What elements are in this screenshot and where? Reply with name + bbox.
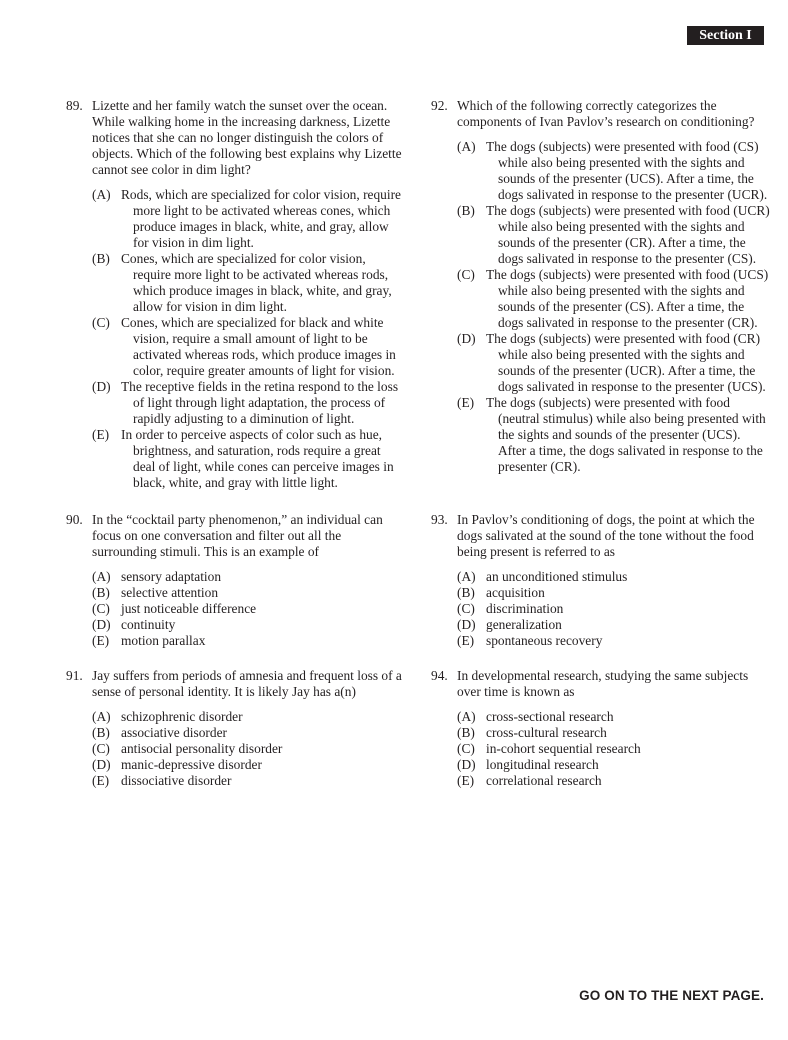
- answer-choice-b[interactable]: [457, 585, 771, 601]
- choice-text: longitudinal research: [486, 757, 599, 772]
- answer-choice-a[interactable]: [92, 709, 406, 725]
- choice-text: selective attention: [121, 585, 219, 600]
- answer-choice-d[interactable]: [92, 379, 406, 427]
- answer-choices: [66, 709, 406, 789]
- choice-text: manic-depressive disorder: [121, 757, 262, 772]
- question-stem: [66, 98, 406, 178]
- answer-choice-a[interactable]: [457, 569, 771, 585]
- choice-text: cross-cultural research: [486, 725, 607, 740]
- question-91: [66, 668, 406, 789]
- choice-letter: (B): [92, 251, 110, 266]
- choice-text: The dogs (subjects) were presented with food (UCR) while also being presented with the sights and sounds of the presenter (CR). After a time, the dogs salivated in response to the presenter (CS).: [486, 203, 770, 266]
- choice-text: The dogs (subjects) were presented with food (CR) while also being presented with the sights and sounds of the presenter (UCR). After a time, the dogs salivated in response to the presenter (UCS).: [486, 331, 766, 394]
- choice-text: Rods, which are specialized for color vision, require more light to be activated whereas cones, which produce images in black, white, and gray, allow for vision in dim light.: [121, 187, 401, 250]
- choice-letter: (C): [92, 601, 110, 616]
- answer-choice-b[interactable]: [92, 725, 406, 741]
- choice-text: associative disorder: [121, 725, 227, 740]
- choice-text: in-cohort sequential research: [486, 741, 641, 756]
- question-text: Jay suffers from periods of amnesia and frequent loss of a sense of personal identity. It is likely Jay has a(n): [92, 668, 402, 699]
- answer-choices: [66, 187, 406, 491]
- question-number: 92.: [431, 98, 448, 113]
- choice-letter: (E): [457, 395, 475, 410]
- choice-letter: (E): [457, 773, 475, 788]
- choice-letter: (C): [457, 267, 475, 282]
- answer-choice-c[interactable]: [92, 315, 406, 379]
- choice-letter: (E): [92, 427, 110, 442]
- choice-letter: (D): [457, 617, 476, 632]
- question-text: In Pavlov’s conditioning of dogs, the point at which the dogs salivated at the sound of the tone without the food being present is referred to as: [457, 512, 755, 559]
- choice-text: Cones, which are specialized for color vision, require more light to be activated whereas rods, which produce images in black, white, and gray, allow for vision in dim light.: [121, 251, 392, 314]
- question-stem: [431, 98, 771, 130]
- question-stem: [431, 512, 771, 560]
- choice-text: spontaneous recovery: [486, 633, 603, 648]
- question-92: [431, 98, 771, 475]
- choice-letter: (A): [92, 709, 111, 724]
- choice-letter: (D): [92, 617, 111, 632]
- choice-letter: (A): [92, 569, 111, 584]
- question-number: 93.: [431, 512, 448, 527]
- choice-text: motion parallax: [121, 633, 206, 648]
- answer-choice-c[interactable]: [92, 601, 406, 617]
- choice-letter: (D): [457, 757, 476, 772]
- question-text: Lizette and her family watch the sunset over the ocean. While walking home in the increasing darkness, Lizette notices that she can no longer distinguish the colors of objects. Which of the following best explains why Lizette cannot see color in dim light?: [92, 98, 402, 177]
- choice-text: The dogs (subjects) were presented with food (CS) while also being presented with the sights and sounds of the presenter (UCS). After a time, the dogs salivated in response to the presenter (UCR).: [486, 139, 768, 202]
- choice-text: correlational research: [486, 773, 602, 788]
- question-text: Which of the following correctly categorizes the components of Ivan Pavlov’s research on conditioning?: [457, 98, 755, 129]
- answer-choice-d[interactable]: [457, 331, 771, 395]
- choice-letter: (C): [92, 315, 110, 330]
- choice-text: acquisition: [486, 585, 545, 600]
- answer-choices: [431, 709, 771, 789]
- choice-letter: (B): [92, 585, 110, 600]
- question-text: In developmental research, studying the same subjects over time is known as: [457, 668, 749, 699]
- choice-text: The dogs (subjects) were presented with food (UCS) while also being presented with the sights and sounds of the presenter (CS). After a time, the dogs salivated in response to the presenter (CR).: [486, 267, 769, 330]
- answer-choice-a[interactable]: [92, 187, 406, 251]
- choice-letter: (E): [92, 773, 110, 788]
- answer-choice-c[interactable]: [457, 741, 771, 757]
- choice-text: sensory adaptation: [121, 569, 222, 584]
- question-stem: [66, 512, 406, 560]
- answer-choice-b[interactable]: [457, 203, 771, 267]
- question-89: [66, 98, 406, 491]
- question-stem: [431, 668, 771, 700]
- answer-choice-b[interactable]: [92, 251, 406, 315]
- answer-choice-e[interactable]: [92, 773, 406, 789]
- answer-choice-e[interactable]: [457, 395, 771, 475]
- choice-letter: (E): [92, 633, 110, 648]
- answer-choice-a[interactable]: [92, 569, 406, 585]
- choice-letter: (A): [457, 709, 476, 724]
- question-number: 94.: [431, 668, 448, 683]
- choice-letter: (B): [457, 203, 475, 218]
- answer-choice-a[interactable]: [457, 709, 771, 725]
- choice-letter: (D): [92, 379, 111, 394]
- choice-text: schizophrenic disorder: [121, 709, 243, 724]
- choice-letter: (D): [457, 331, 476, 346]
- next-page-notice: GO ON TO THE NEXT PAGE.: [579, 988, 764, 1003]
- choice-letter: (C): [457, 601, 475, 616]
- choice-letter: (A): [92, 187, 111, 202]
- choice-text: The dogs (subjects) were presented with food (neutral stimulus) while also being presented with the sights and sounds of the presenter (UCS). After a time, the dogs salivated in response to the presenter (CR).: [486, 395, 766, 474]
- section-badge: Section I: [687, 26, 764, 45]
- answer-choice-b[interactable]: [92, 585, 406, 601]
- question-number: 90.: [66, 512, 83, 527]
- answer-choices: [66, 569, 406, 649]
- choice-letter: (A): [457, 139, 476, 154]
- choice-text: generalization: [486, 617, 562, 632]
- answer-choice-e[interactable]: [457, 773, 771, 789]
- choice-letter: (C): [92, 741, 110, 756]
- choice-text: cross-sectional research: [486, 709, 614, 724]
- choice-letter: (A): [457, 569, 476, 584]
- answer-choice-c[interactable]: [457, 601, 771, 617]
- answer-choice-d[interactable]: [92, 757, 406, 773]
- choice-text: Cones, which are specialized for black and white vision, require a small amount of light to be activated whereas rods, which produce images in color, require greater amounts of light for vision.: [121, 315, 396, 378]
- choice-letter: (E): [457, 633, 475, 648]
- choice-letter: (B): [457, 585, 475, 600]
- answer-choices: [431, 569, 771, 649]
- answer-choice-e[interactable]: [92, 427, 406, 491]
- answer-choice-a[interactable]: [457, 139, 771, 203]
- choice-letter: (B): [92, 725, 110, 740]
- question-94: [431, 668, 771, 789]
- choice-text: just noticeable difference: [121, 601, 257, 616]
- question-93: [431, 512, 771, 649]
- choice-text: dissociative disorder: [121, 773, 232, 788]
- answer-choice-d[interactable]: [457, 617, 771, 633]
- answer-choice-c[interactable]: [92, 741, 406, 757]
- question-90: [66, 512, 406, 649]
- question-number: 91.: [66, 668, 83, 683]
- answer-choice-e[interactable]: [457, 633, 771, 649]
- answer-choice-d[interactable]: [457, 757, 771, 773]
- answer-choice-e[interactable]: [92, 633, 406, 649]
- choice-text: an unconditioned stimulus: [486, 569, 628, 584]
- choice-text: The receptive fields in the retina respond to the loss of light through light adaptation, the process of rapidly adjusting to a diminution of light.: [121, 379, 399, 426]
- choice-text: antisocial personality disorder: [121, 741, 283, 756]
- choice-letter: (C): [457, 741, 475, 756]
- question-number: 89.: [66, 98, 83, 113]
- choice-text: continuity: [121, 617, 176, 632]
- choice-letter: (B): [457, 725, 475, 740]
- answer-choice-c[interactable]: [457, 267, 771, 331]
- answer-choices: [431, 139, 771, 475]
- answer-choice-d[interactable]: [92, 617, 406, 633]
- choice-text: discrimination: [486, 601, 564, 616]
- choice-text: In order to perceive aspects of color such as hue, brightness, and saturation, rods require a great deal of light, while cones can perceive images in black, white, and gray with little light.: [121, 427, 394, 490]
- question-text: In the “cocktail party phenomenon,” an individual can focus on one conversation and filter out all the surrounding stimuli. This is an example of: [92, 512, 383, 559]
- answer-choice-b[interactable]: [457, 725, 771, 741]
- choice-letter: (D): [92, 757, 111, 772]
- question-stem: [66, 668, 406, 700]
